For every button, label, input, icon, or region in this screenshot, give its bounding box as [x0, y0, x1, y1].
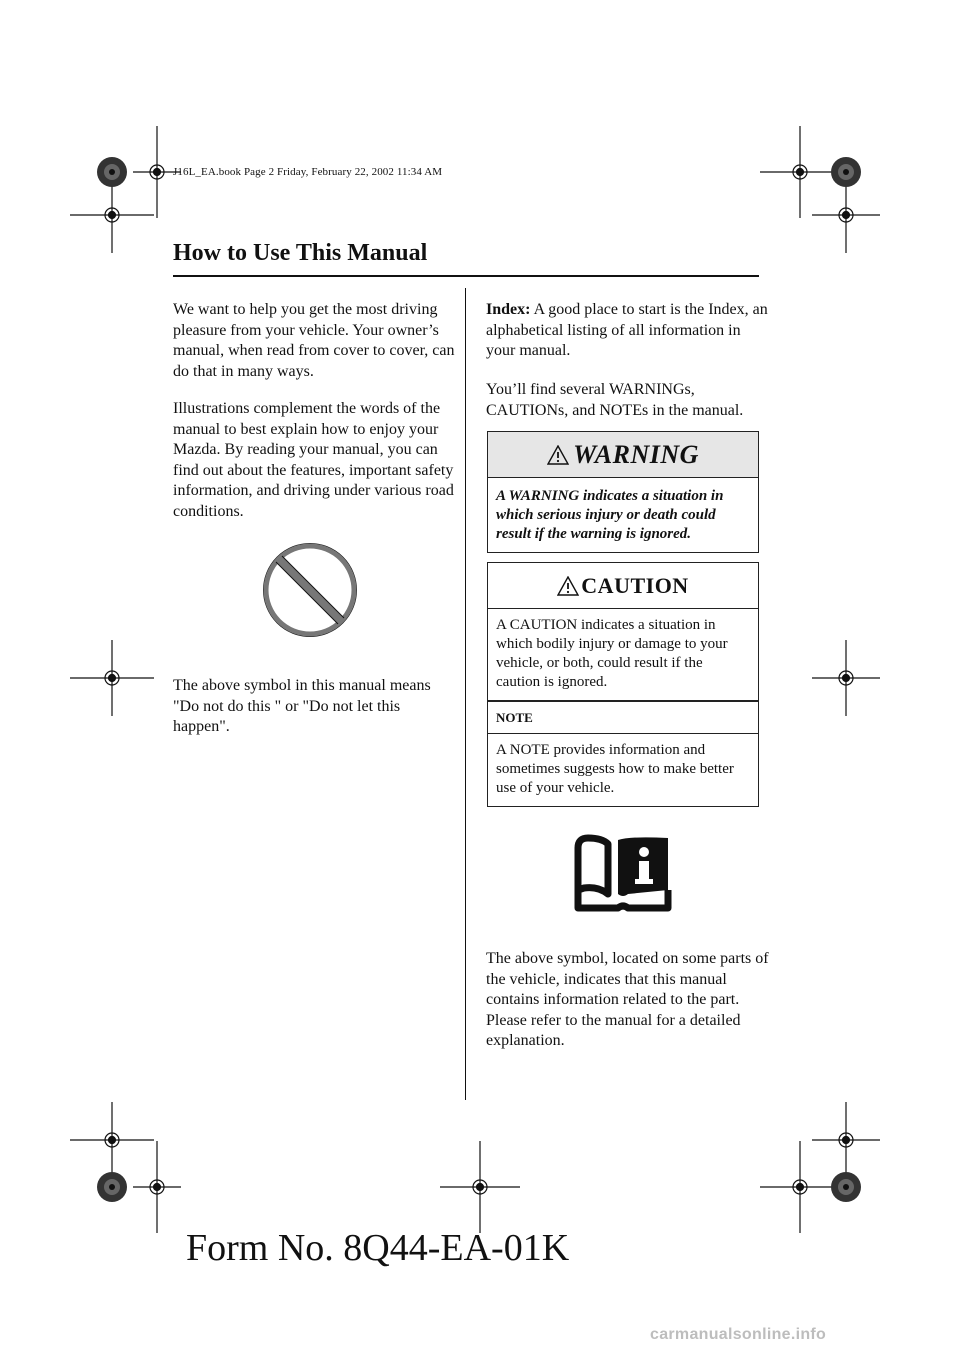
- caution-header: [488, 563, 758, 609]
- manual-symbol-paragraph: The above symbol, located on some parts of the vehicle, indicates that this manual contains information related to the part. Please refer to the manual for a detailed explanation.: [486, 950, 769, 1049]
- note-text: A NOTE provides information and sometimes suggests how to make better use of your vehicle.: [496, 742, 734, 796]
- intro-paragraph: We want to help you get the most driving pleasure from your vehicle. Your owner’s manual, when read from cover to cover, can do that in many ways.: [173, 301, 455, 380]
- warning-header: [488, 432, 758, 478]
- page-title: How to Use This Manual: [173, 240, 428, 266]
- title-rule: [173, 275, 759, 277]
- warning-triangle-icon: [547, 445, 569, 465]
- form-number: Form No. 8Q44-EA-01K: [186, 1227, 570, 1269]
- column-divider: [465, 288, 466, 1100]
- illustrations-paragraph: Illustrations complement the words of the manual to best explain how to enjoy your Mazda. By reading your manual, you can find out about the features, important safety information, and driving under various road conditions.: [173, 400, 454, 520]
- caution-triangle-icon: [557, 576, 579, 596]
- warning-text: A WARNING indicates a situation in which serious injury or death could result if the warning is ignored.: [496, 488, 724, 542]
- caution-text: A CAUTION indicates a situation in which bodily injury or damage to your vehicle, or both, could result if the caution is ignored.: [496, 617, 728, 690]
- index-text: A good place to start is the Index, an alphabetical listing of all information in your manual.: [486, 301, 768, 359]
- index-lead: Index:: [486, 301, 531, 318]
- symbol-meaning-paragraph: The above symbol in this manual means "Do not do this " or "Do not let this happen".: [173, 677, 431, 735]
- file-stamp: J16L_EA.book Page 2 Friday, February 22, 2002 11:34 AM: [173, 166, 443, 178]
- note-label: NOTE: [496, 709, 533, 725]
- caution-label: CAUTION: [581, 572, 689, 598]
- note-box: [487, 701, 759, 807]
- warning-label: WARNING: [573, 439, 699, 469]
- caution-box: [487, 562, 759, 701]
- watermark: carmanualsonline.info: [650, 1326, 827, 1343]
- notices-paragraph: You’ll find several WARNINGs, CAUTIONs, and NOTEs in the manual.: [486, 381, 744, 419]
- note-header: [488, 702, 758, 734]
- prohibition-icon: [259, 539, 361, 641]
- warning-box: [487, 431, 759, 553]
- index-paragraph: [486, 300, 771, 362]
- info-book-icon: [574, 834, 672, 912]
